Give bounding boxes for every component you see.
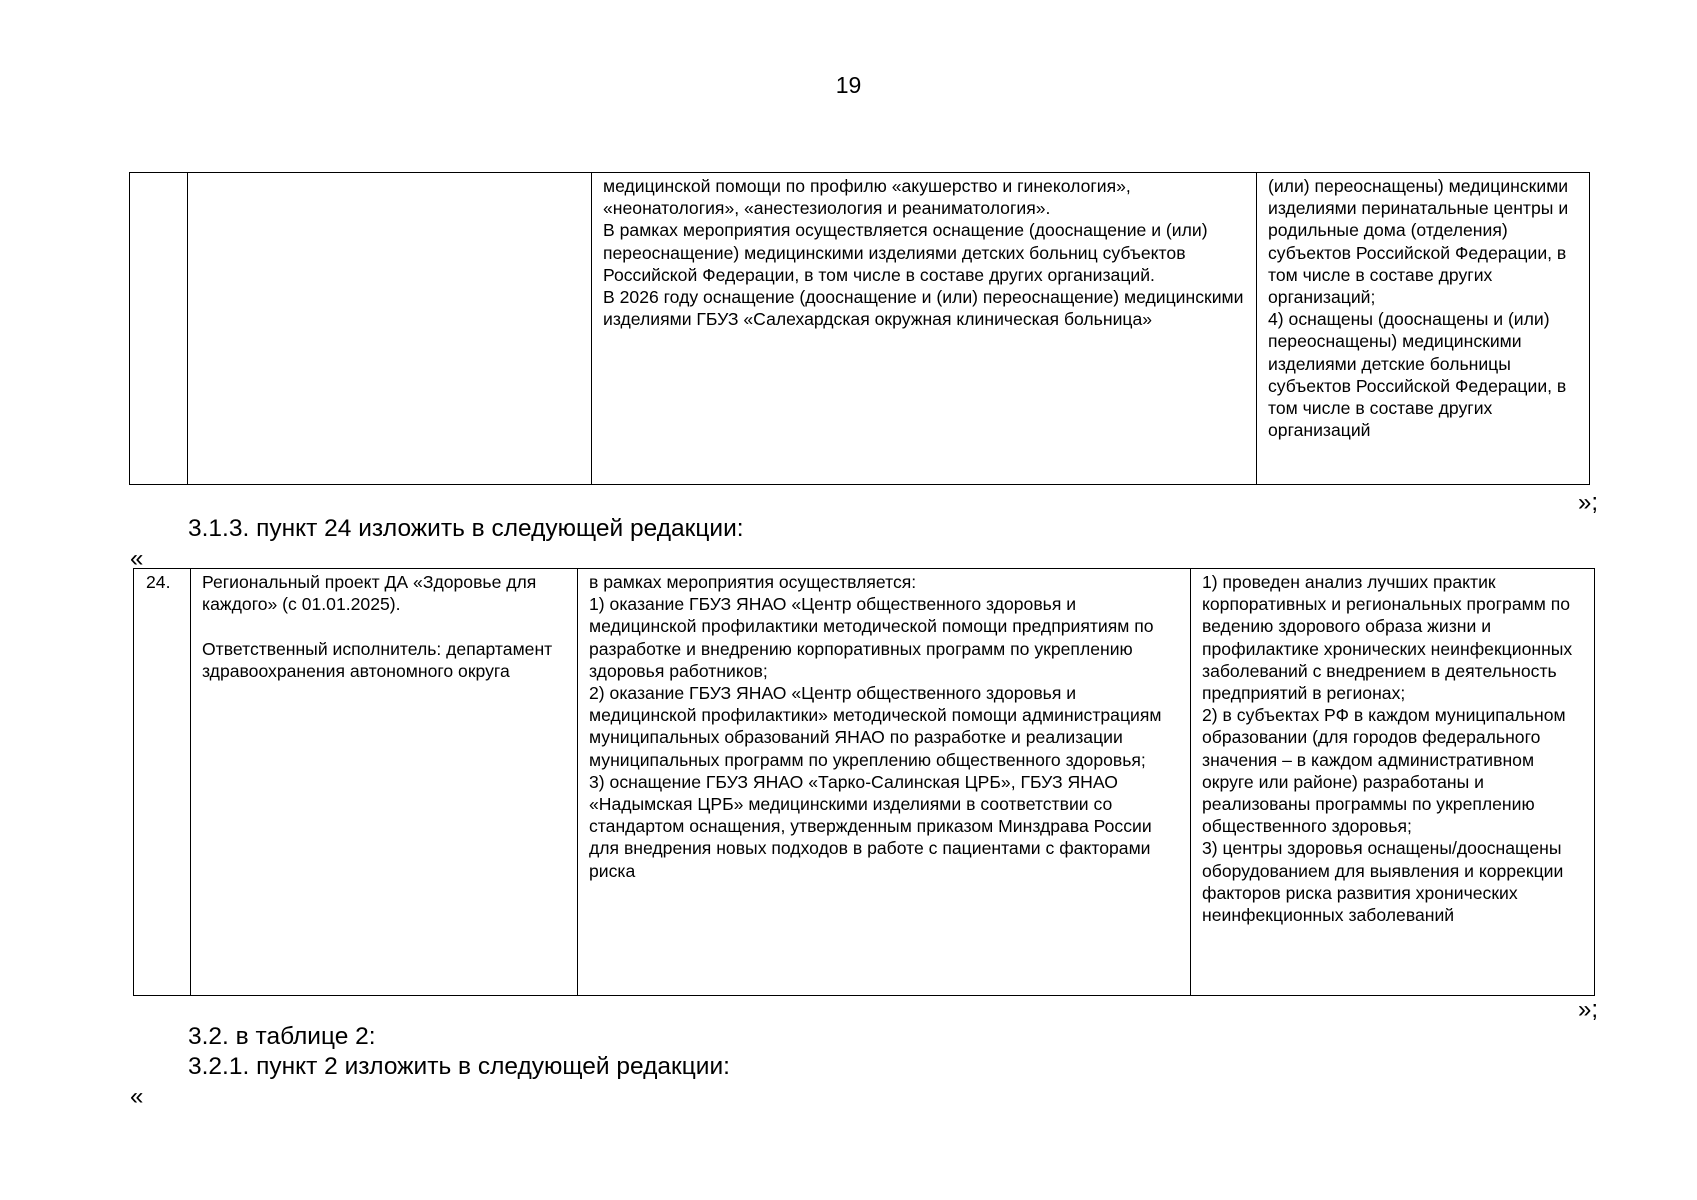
table-continuation xyxy=(129,172,1590,485)
table-row xyxy=(134,569,1595,996)
cell-name: Региональный проект ДА «Здоровье для каждого» (с 01.01.2025). Ответственный исполнитель: департамент здравоохранения автономного округа xyxy=(191,569,578,996)
section-heading-3-2: 3.2. в таблице 2: xyxy=(188,1023,376,1050)
cell-result: 1) проведен анализ лучших практик корпоративных и региональных программ по ведению здорового образа жизни и профилактике хронических неинфекционных заболеваний с внедрением в деятельность предприятий в регионах; 2) в субъектах РФ в каждом муниципальном образовании (для городов федерального значения – в каждом административном округе или районе) разработаны и реализованы программы по укреплению общественного здоровья; 3) центры здоровья оснащены/дооснащены оборудованием для выявления и коррекции факторов риска развития хронических неинфекционных заболеваний xyxy=(1191,569,1595,996)
page-number: 19 xyxy=(835,72,862,98)
cell-result: (или) переоснащены) медицинскими изделиями перинатальные центры и родильные дома (отделения) субъектов Российской Федерации, в том числе в составе других организаций; 4) оснащены (дооснащены и (или) переоснащены) медицинскими изделиями детские больницы субъектов Российской Федерации, в том числе в составе других организаций xyxy=(1257,173,1590,485)
cell-description: в рамках мероприятия осуществляется: 1) оказание ГБУЗ ЯНАО «Центр общественного здоровья и медицинской профилактики методической помощи предприятиям по разработке и внедрению корпоративных программ по укреплению здоровья работников; 2) оказание ГБУЗ ЯНАО «Центр общественного здоровья и медицинской профилактики» методической помощи администрациям муниципальных образований ЯНАО по разработке и реализации муниципальных программ по укреплению общественного здоровья; 3) оснащение ГБУЗ ЯНАО «Тарко-Салинская ЦРБ», ГБУЗ ЯНАО «Надымская ЦРБ» медицинскими изделиями в соответствии со стандартом оснащения, утвержденным приказом Минздрава России для внедрения новых подходов в работе с пациентами с факторами риска xyxy=(578,569,1191,996)
cell-number: 24. xyxy=(134,569,191,996)
table-item-24 xyxy=(133,568,1595,996)
cell-number xyxy=(130,173,188,485)
opening-quote: « xyxy=(130,545,144,572)
section-heading-3-2-1: 3.2.1. пункт 2 изложить в следующей редакции: xyxy=(188,1053,730,1080)
closing-quote: »; xyxy=(1578,996,1599,1023)
cell-name xyxy=(188,173,592,485)
section-heading-3-1-3: 3.1.3. пункт 24 изложить в следующей редакции: xyxy=(188,515,744,542)
closing-quote: »; xyxy=(1578,489,1599,516)
table-row xyxy=(130,173,1590,485)
opening-quote: « xyxy=(130,1083,144,1110)
cell-description: медицинской помощи по профилю «акушерство и гинекология», «неонатология», «анестезиология и реаниматология». В рамках мероприятия осуществляется оснащение (дооснащение и (или) переоснащение) медицинскими изделиями детских больниц субъектов Российской Федерации, в том числе в составе других организаций. В 2026 году оснащение (дооснащение и (или) переоснащение) медицинскими изделиями ГБУЗ «Салехардская окружная клиническая больница» xyxy=(592,173,1257,485)
